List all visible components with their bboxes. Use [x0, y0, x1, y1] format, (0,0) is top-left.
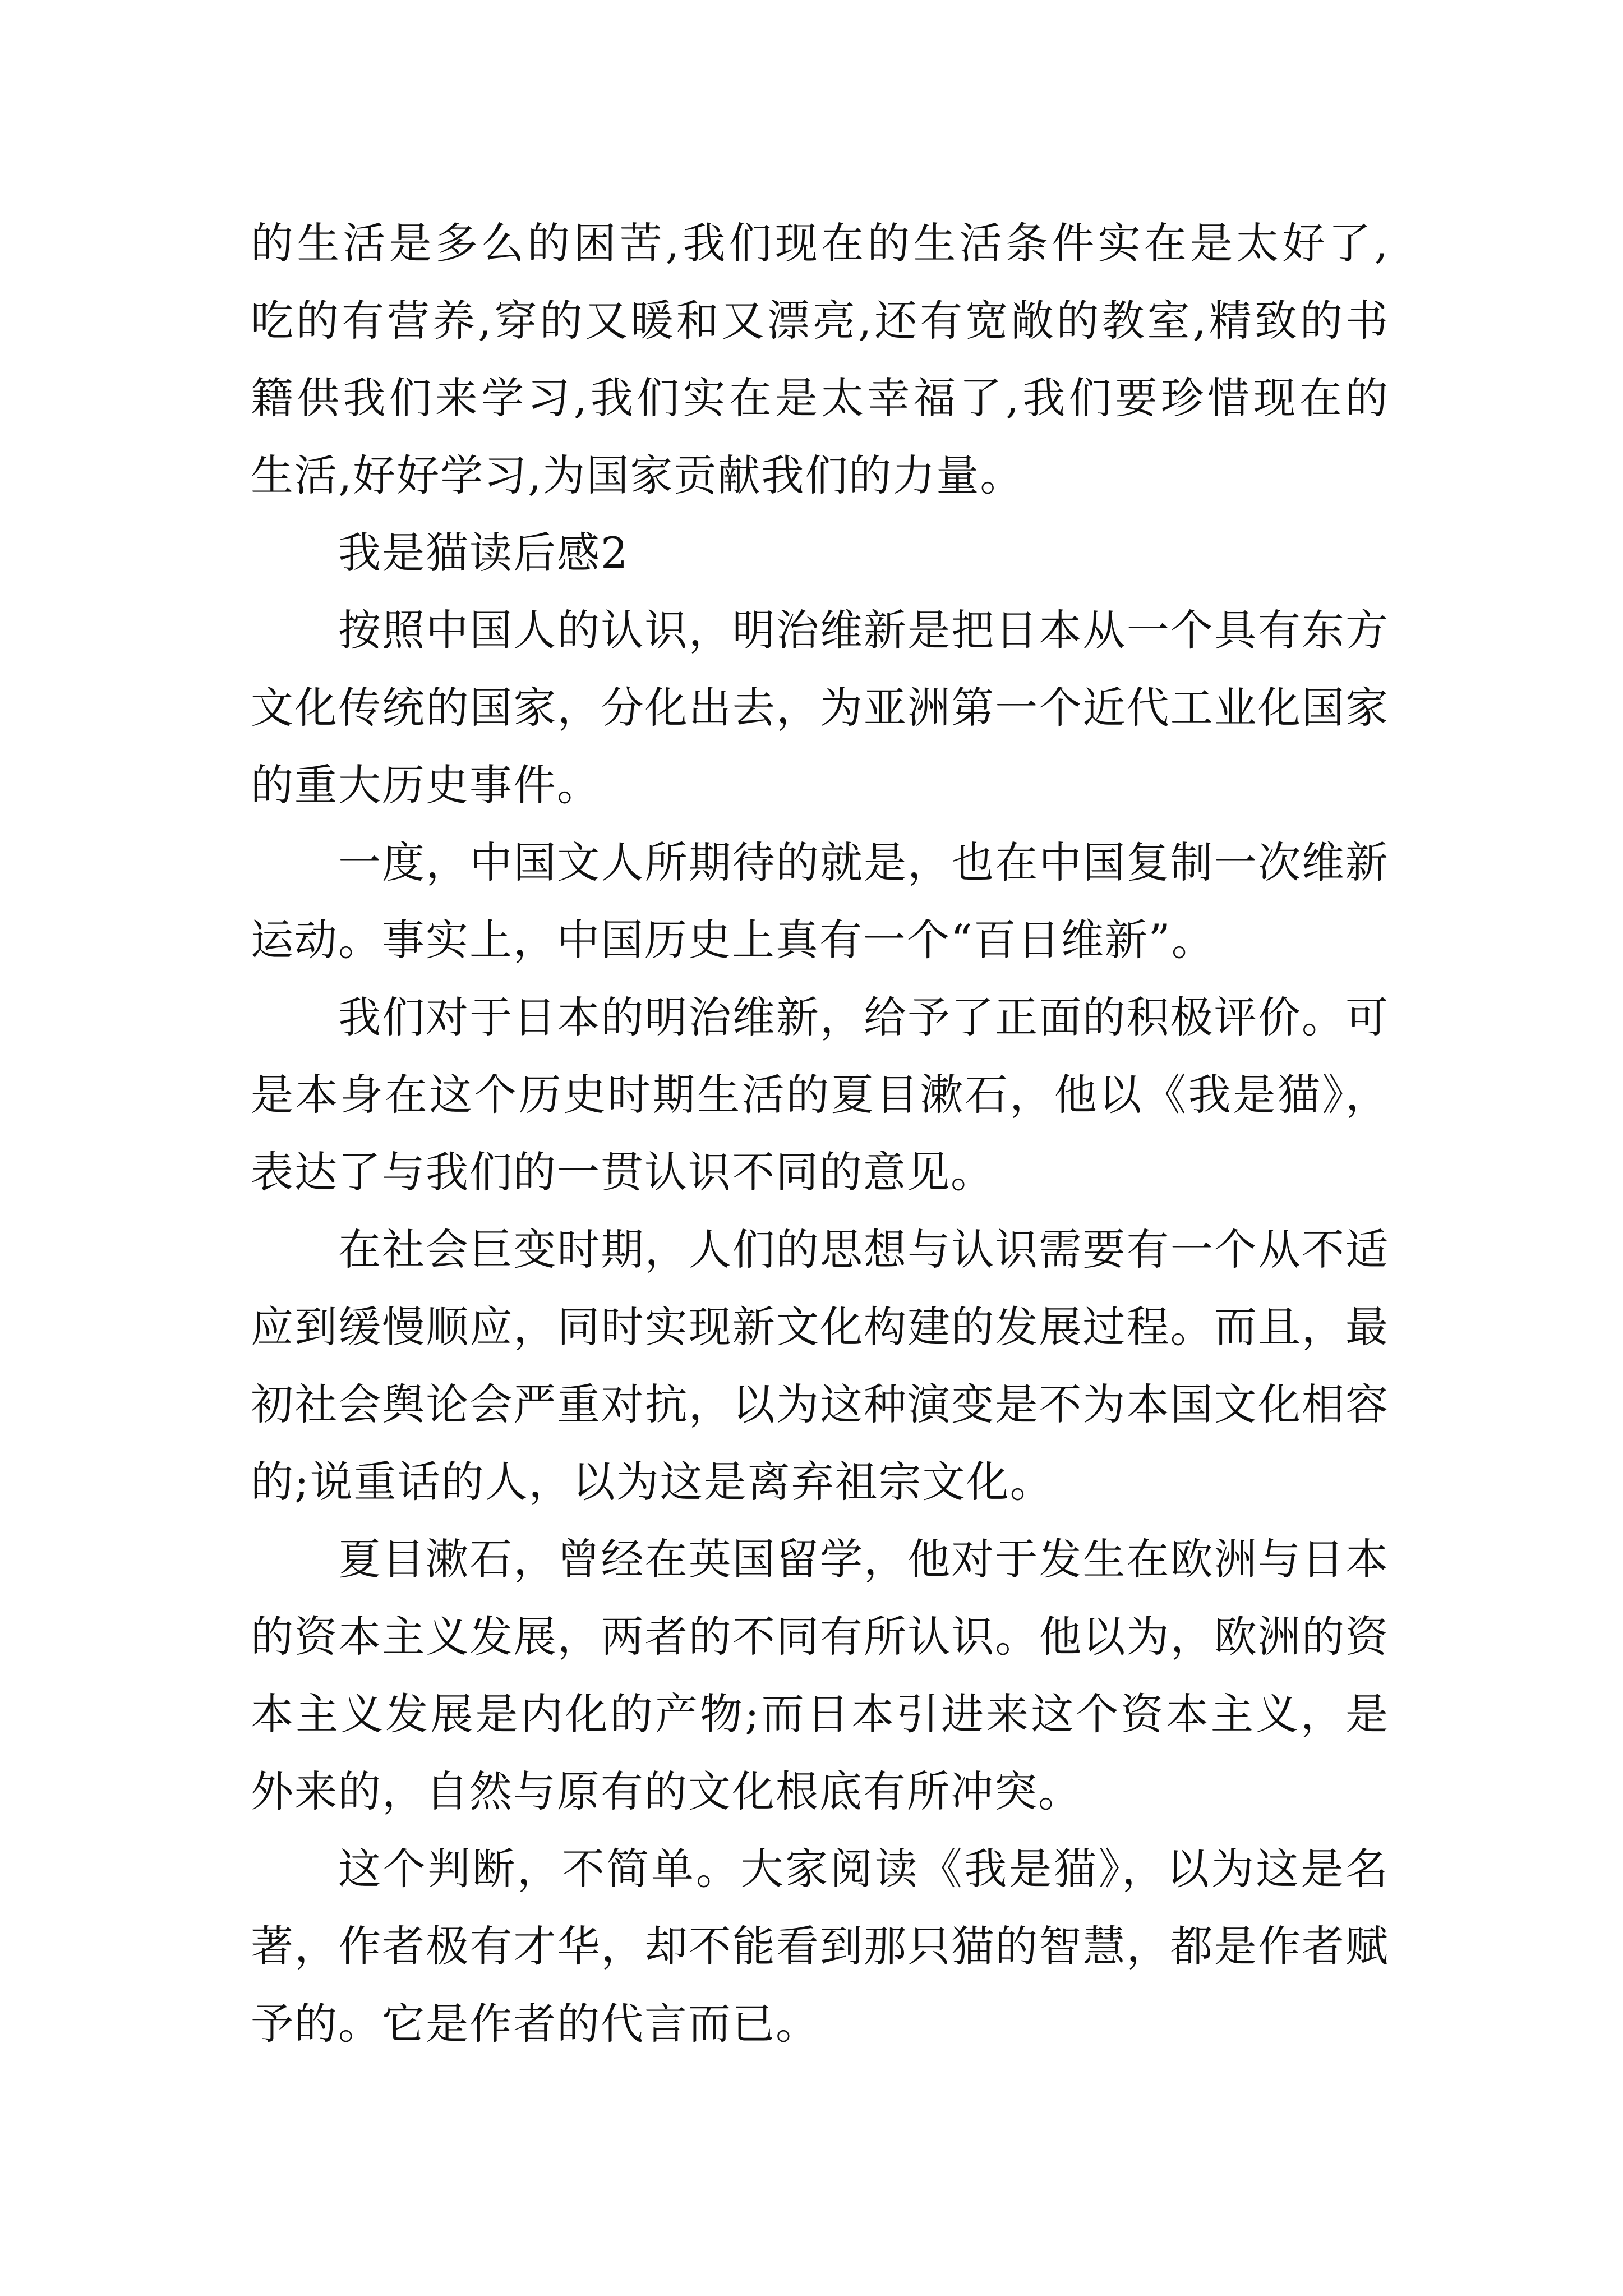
text-line: 按照中国人的认识，明治维新是把日本从一个具有东方 [338, 605, 1389, 655]
text-line: 我们对于日本的明治维新，给予了正面的积极评价。可 [338, 992, 1389, 1042]
paragraph [251, 979, 1389, 1211]
text-line: 初社会舆论会严重对抗，以为这种演变是不为本国文化相容 [251, 1379, 1389, 1429]
text-line: 一度，中国文人所期待的就是，也在中国复制一次维新 [338, 838, 1389, 887]
text-line: 文化传统的国家，分化出去，为亚洲第一个近代工业化国家 [251, 683, 1389, 733]
paragraph [251, 592, 1389, 824]
text-line: 运动。事实上，中国历史上真有一个“百日维新”。 [251, 915, 1215, 965]
text-line: 这个判断，不简单。大家阅读《我是猫》，以为这是名 [338, 1844, 1389, 1894]
section-title: 我是猫读后感2 [338, 528, 629, 578]
paragraph [251, 1521, 1389, 1830]
text-line: 著，作者极有才华，却不能看到那只猫的智慧，都是作者赋 [251, 1921, 1389, 1971]
text-line: 的资本主义发展，两者的不同有所认识。他以为，欧洲的资 [251, 1612, 1389, 1662]
text-line: 吃的有营养,穿的又暖和又漂亮,还有宽敞的教室,精致的书 [251, 296, 1389, 346]
text-line: 本主义发展是内化的产物;而日本引进来这个资本主义，是 [251, 1689, 1389, 1739]
paragraph [251, 1211, 1389, 1521]
text-line: 应到缓慢顺应，同时实现新文化构建的发展过程。而且，最 [251, 1302, 1389, 1352]
document-body [251, 205, 1389, 2063]
text-line: 的重大历史事件。 [251, 760, 601, 810]
text-line: 予的。它是作者的代言而已。 [251, 1999, 819, 2049]
paragraph [251, 1830, 1389, 2063]
paragraph [251, 824, 1389, 979]
text-line: 的生活是多么的困苦,我们现在的生活条件实在是太好了, [251, 218, 1389, 268]
text-line: 外来的，自然与原有的文化根底有所冲突。 [251, 1766, 1082, 1816]
text-line: 在社会巨变时期，人们的思想与认识需要有一个从不适 [338, 1225, 1389, 1274]
text-line: 籍供我们来学习,我们实在是太幸福了,我们要珍惜现在的 [251, 373, 1389, 423]
text-line: 是本身在这个历史时期生活的夏目漱石，他以《我是猫》， [251, 1070, 1389, 1120]
text-line: 的;说重话的人，以为这是离弃祖宗文化。 [251, 1457, 1054, 1507]
text-line: 表达了与我们的一贯认识不同的意见。 [251, 1147, 994, 1197]
text-line: 夏目漱石，曾经在英国留学，他对于发生在欧洲与日本 [338, 1534, 1389, 1584]
continued-paragraph [251, 205, 1389, 514]
text-line: 生活,好好学习,为国家贡献我们的力量。 [251, 450, 1024, 500]
